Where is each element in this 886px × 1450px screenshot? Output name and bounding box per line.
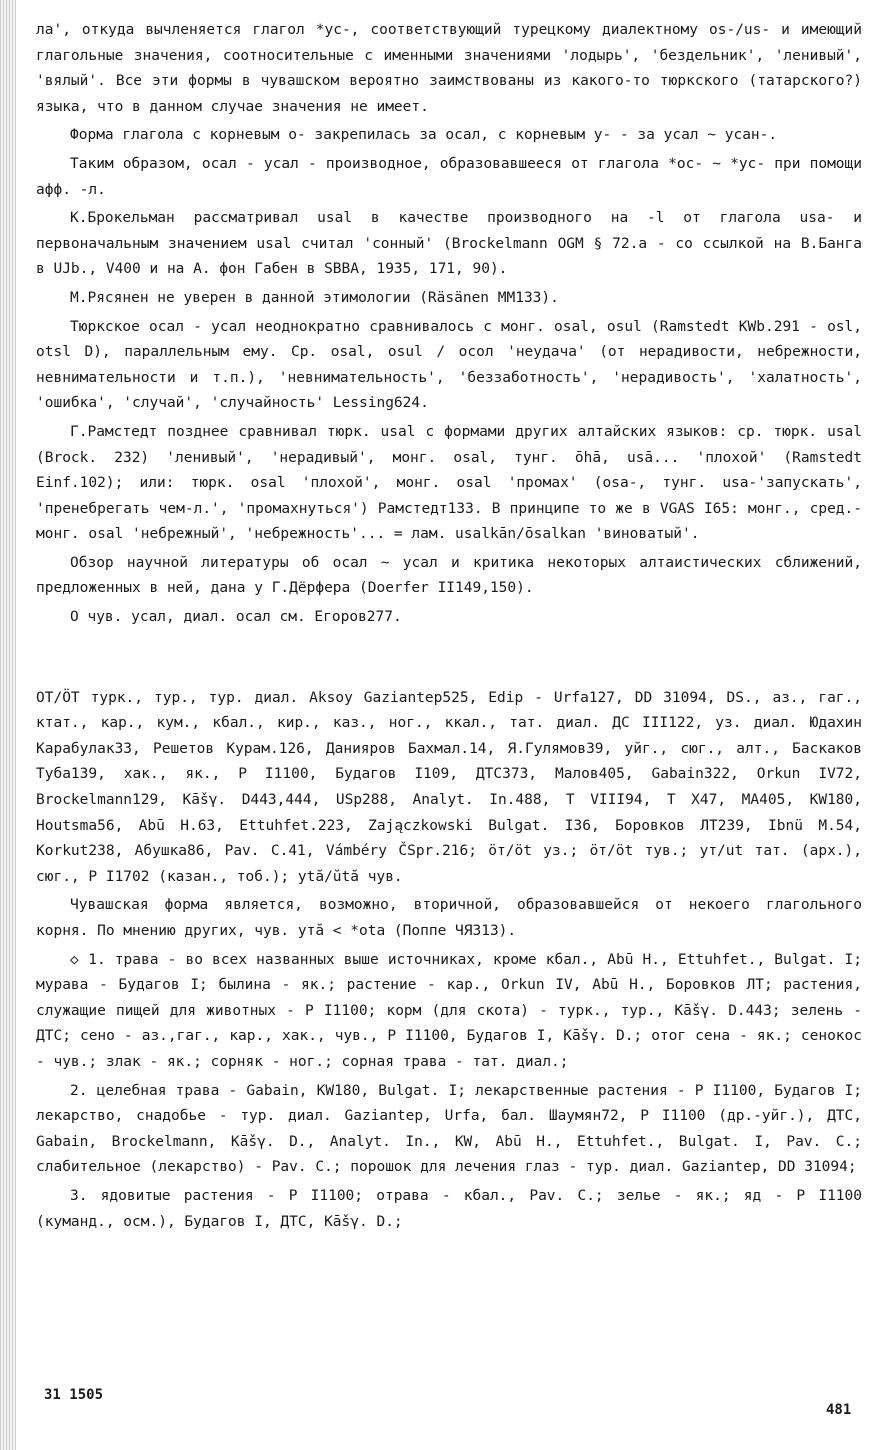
paragraph: Чувашская форма является, возможно, вторичной, образовавшейся от некоего глагольного корня. По мнению других, чув. утă < *ota (Поппе ЧЯ313). (36, 897, 862, 939)
entry-osal-usal (36, 18, 862, 631)
print-signature: 31 1505 (44, 1387, 104, 1403)
entry-ot (36, 686, 862, 1235)
scan-edge-shadow (0, 0, 16, 1450)
meaning-1: ◇ 1. трава - во всех названных выше источниках, кроме кбал., Abū H., Ettuhfet., Bulgat. I; мурава - Будагов I; былина - як.; растение - кар., Orkun IV, Abū H., Боровков ЛТ; растения, служащие пищей для животных - Р I1100; корм (для скота) - турк., тур., Kāšγ. D.443; зелень - ДТС; сено - аз.,гаг., кар., хак., чув., Р I1100, Будагов I, Kāšγ. D.; отог сена - як.; сенокос - чув.; злак - як.; сорняк - ног.; сорная трава - тат. диал.; (36, 951, 862, 1070)
paragraph: Форма глагола с корневым о- закрепилась за осал, с корневым у- - за усал ~ усан-. (70, 127, 778, 144)
entry-separator (36, 634, 862, 686)
page-body (36, 18, 862, 1238)
meaning-2: 2. целебная трава - Gabain, KW180, Bulgat. I; лекарственные растения - Р I1100, Будагов I; лекарство, снадобье - тур. диал. Gaziantep, Urfa, бал. Шаумян72, Р I1100 (др.-уйг.), ДТС, Gabain, Brockelmann, Kāšγ. D., Analyt. In., KW, Abū H., Ettuhfet., Bulgat. I, Pav. C.; слабительное (лекарство) - Pav. C.; порошок для лечения глаз - тур. диал. Gaziantep, DD 31094; (36, 1082, 862, 1176)
entry-head-paragraph: ОТ/ӦТ турк., тур., тур. диал. Aksoy Gaziantep525, Edip - Urfa127, DD 31094, DS., аз., гаг., ктат., кар., кум., кбал., кир., каз., ног., ккал., тат. диал. ДС III122, уз. диал. Юдахин Карабулак33, Решетов Курам.126, Данияров Бахмал.14, Я.Гулямов39, уйг., сюг., алт., Баскаков Туба139, хак., як., Р I1100, Будагов I109, ДТС373, Малов405, Gabain322, Orkun IV72, Brockelmann129, Kāšγ. D443,444, USp288, Analyt. In.488, T VIII94, T X47, MA405, KW180, Houtsma56, Abū H.63, Ettuhfet.223, Zajączkowski Bulgat. I36, Боровков ЛТ239, Ibnü M.54, Korkut238, Абушка86, Pav. C.41, Vámbéry ČSpr.216; ӧт/ӧt уз.; ӧт/ӧt тув.; ут/ut тат. (арх.), сюг., Р I1702 (казан., тоб.); уtă/ŭtă чув. (36, 689, 862, 885)
paragraph: Тюркское осал - усал неоднократно сравнивалось с монг. osal, osul (Ramstedt KWb.291 - osl, otsl D), параллельным ему. Ср. osal, osul / осол 'неудача' (от нерадивости, небрежности, невнимательности и т.п.), 'невнимательность', 'беззаботность', 'нерадивость', 'халатность', 'ошибка', 'случай', 'случайность' Lessing624. (36, 318, 862, 412)
paragraph: ла', откуда вычленяется глагол *ус-, соответствующий турецкому диалектному os-/us- и имеющий глагольные значения, соотносительные с именными значениями 'лодырь', 'бездельник', 'ленивый', 'вялый'. Все эти формы в чувашском вероятно заимствованы из какого-то тюркского (татарского?) языка, что в данном случае значения не имеет. (36, 22, 862, 115)
paragraph: М.Рясянен не уверен в данной этимологии (Räsänen MM133). (70, 289, 559, 306)
meaning-3: 3. ядовитые растения - Р I1100; отрава - кбал., Pav. C.; зелье - як.; яд - Р I1100 (куманд., осм.), Будагов I, ДТС, Kāšγ. D.; (36, 1187, 862, 1230)
paragraph: Г.Рамстедт позднее сравнивал тюрк. usal с формами других алтайских языков: ср. тюрк. usal (Brock. 232) 'ленивый', 'нерадивый', монг. osal, тунг. ōhā, usā... 'плохой' (Ramstedt Einf.102); или: тюрк. osal 'плохой', монг. osal 'промах' (osa-, тунг. usa-'запускать', 'пренебрегать чем-л.', 'промахнуться') Рамстедт133. В принципе то же в VGAS I65: монг., сред.-монг. osal 'небрежный', 'небрежность'... = лам. usalkān/ōsalkan 'виноватый'. (36, 423, 862, 543)
paragraph: О чув. усал, диал. осал см. Егоров277. (70, 609, 402, 626)
paragraph: Обзор научной литературы об осал ~ усал и критика некоторых алтаистических сближений, предложенных в ней, дана у Г.Дёрфера (Doerfer II149,150). (36, 554, 862, 597)
paragraph: К.Брокельман рассматривал usal в качестве производного на -l от глагола usa- и первоначальным значением usal считал 'сонный' (Brockelmann OGM § 72.a - со ссылкой на В.Банга в UJb., V400 и на А. фон Габен в SBBA, 1935, 171, 90). (36, 210, 862, 278)
paragraph: Таким образом, осал - усал - производное, образовавшееся от глагола *ос- ~ *ус- при помощи афф. -л. (36, 155, 862, 198)
page-number: 481 (826, 1402, 852, 1418)
